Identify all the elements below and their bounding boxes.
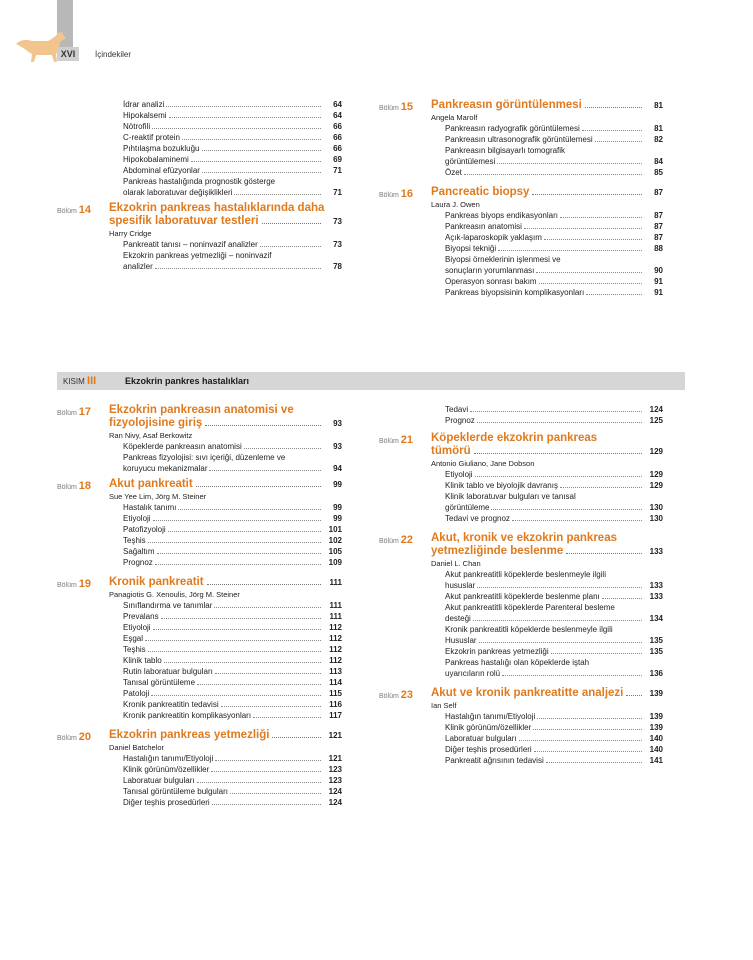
toc-entry[interactable]: Klinik laboratuvar bulguları ve tanısal görüntüleme 130 (445, 492, 663, 512)
toc-entry[interactable]: Ekzokrin pankreas yetmezliği 135 (445, 647, 663, 656)
toc-top-right (379, 99, 663, 298)
toc-entry[interactable]: Pankreasın bilgisayarlı tomografik görüntülemesi 84 (445, 146, 663, 166)
toc-entry[interactable]: Klinik görünüm/özellikler 139 (445, 723, 663, 732)
chapter-17[interactable]: Bölüm 17 Ekzokrin pankreasın anatomisi ve fizyolojisine giriş 93 Ran Nivy, Asaf Berkowitz (57, 404, 342, 440)
chapter-author: Sue Yee Lim, Jörg M. Steiner (109, 492, 207, 501)
part-title: Ekzokrin pankres hastalıkları (125, 376, 250, 386)
toc-entry[interactable]: Teşhis 112 (123, 645, 342, 654)
toc-entry[interactable]: Sınıflandırma ve tanımlar 111 (123, 601, 342, 610)
toc-entry[interactable]: Klinik tablo ve biyolojik davranış 129 (445, 481, 663, 490)
chapter-author: Ian Self (431, 701, 457, 710)
toc-entry[interactable]: Teşhis 102 (123, 536, 342, 545)
toc-entry[interactable]: Hastalığın tanımı/Etiyoloji 121 (123, 754, 342, 763)
toc-entry[interactable]: Prognoz 125 (445, 416, 663, 425)
chapter-19[interactable]: Bölüm 19 Kronik pankreatit 111 Panagiotis G. Xenoulis, Jörg M. Steiner (57, 576, 342, 599)
toc-entry[interactable]: Rutin laboratuar bulguları 113 (123, 667, 342, 676)
toc-entry[interactable]: Eşgal 112 (123, 634, 342, 643)
toc-entry[interactable]: Prognoz 109 (123, 558, 342, 567)
chapter-20[interactable]: Bölüm 20 Ekzokrin pankreas yetmezliği 121 Daniel Batchelor (57, 729, 342, 752)
toc-entry[interactable]: Açık-laparoskopik yaklaşım 87 (445, 233, 663, 242)
part-label: KISIM III (63, 375, 97, 387)
toc-entry[interactable]: Etiyoloji 112 (123, 623, 342, 632)
chapter-author: Daniel L. Chan (431, 559, 481, 568)
toc-entry[interactable]: Hipokobalaminemi 69 (123, 155, 342, 164)
chapter-18[interactable]: Bölüm 18 Akut pankreatit 99 Sue Yee Lim, Jörg M. Steiner (57, 478, 342, 501)
toc-entry[interactable]: Patofizyoloji 101 (123, 525, 342, 534)
toc-entry[interactable]: Pıhtılaşma bozukluğu 66 (123, 144, 342, 153)
toc-entry[interactable]: Klinik tablo 112 (123, 656, 342, 665)
entry-list (57, 99, 342, 198)
toc-entry[interactable]: Laboratuar bulguları 123 (123, 776, 342, 785)
chapter-author: Antonio Giuliano, Jane Dobson (431, 459, 535, 468)
chapter-author: Ran Nivy, Asaf Berkowitz (109, 431, 193, 440)
chapter-author: Angela Marolf (431, 113, 478, 122)
toc-entry[interactable]: Köpeklerde pankreasın anatomisi 93 (123, 442, 342, 451)
toc-entry[interactable]: Ekzokrin pankreas yetmezliği – noninvazif analizler 78 (123, 251, 342, 271)
toc-entry[interactable]: Patoloji 115 (123, 689, 342, 698)
toc-entry[interactable]: Tanısal görüntüleme bulguları 124 (123, 787, 342, 796)
toc-entry[interactable]: Pankreasın anatomisi 87 (445, 222, 663, 231)
toc-entry[interactable]: Laboratuar bulguları 140 (445, 734, 663, 743)
chapter-author: Harry Cridge (109, 229, 152, 238)
chapter-14[interactable]: Bölüm 14 Ekzokrin pankreas hastalıklarında daha spesifik laboratuvar testleri 73 Harry Cridge (57, 202, 342, 238)
toc-bottom-left (57, 404, 342, 808)
toc-entry[interactable]: Hipokalsemi 64 (123, 111, 342, 120)
toc-entry[interactable]: İdrar analizi 64 (123, 100, 342, 109)
chapter-author: Laura J. Owen (431, 200, 480, 209)
chapter-23[interactable]: Bölüm 23 Akut ve kronik pankreatitte analjezi 139 Ian Self (379, 687, 663, 710)
toc-entry[interactable]: Diğer teşhis prosedürleri 140 (445, 745, 663, 754)
toc-entry[interactable]: Kronik pankreatitli köpeklerde beslenmeyle ilgili Hususlar 135 (445, 625, 663, 645)
toc-entry[interactable]: Klinik görünüm/özellikler 123 (123, 765, 342, 774)
toc-entry[interactable]: Etiyoloji 129 (445, 470, 663, 479)
toc-entry[interactable]: Sağaltım 105 (123, 547, 342, 556)
toc-entry[interactable]: Tedavi ve prognoz 130 (445, 514, 663, 523)
toc-entry[interactable]: Pankreas hastalığı olan köpeklerde iştah uyarıcıların rolü 136 (445, 658, 663, 678)
toc-entry[interactable]: Nötrofili 66 (123, 122, 342, 131)
part-header (57, 372, 685, 390)
chapter-15[interactable]: Bölüm 15 Pankreasın görüntülenmesi 81 Angela Marolf (379, 99, 663, 122)
toc-entry[interactable]: Biyopsi örneklerinin işlenmesi ve sonuçların yorumlanması 90 (445, 255, 663, 275)
toc-entry[interactable]: Pankreasın radyografik görüntülemesi 81 (445, 124, 663, 133)
toc-entry[interactable]: Biyopsi tekniği 88 (445, 244, 663, 253)
toc-bottom-right (379, 404, 663, 766)
chapter-16[interactable]: Bölüm 16 Pancreatic biopsy 87 Laura J. Owen (379, 186, 663, 209)
toc-entry[interactable]: Tanısal görüntüleme 114 (123, 678, 342, 687)
toc-entry[interactable]: Pankreas hastalığında prognostik gösterge olarak laboratuvar değişiklikleri 71 (123, 177, 342, 197)
toc-entry[interactable]: Pankreatit tanısı – noninvazif analizler 73 (123, 240, 342, 249)
chapter-21[interactable]: Bölüm 21 Köpeklerde ekzokrin pankreas tümörü 129 Antonio Giuliano, Jane Dobson (379, 432, 663, 468)
toc-entry[interactable]: Etiyoloji 99 (123, 514, 342, 523)
toc-entry[interactable]: Kronik pankreatitin tedavisi 116 (123, 700, 342, 709)
toc-top-left (57, 99, 342, 272)
toc-entry[interactable]: Pankreasın ultrasonografik görüntülemesi 82 (445, 135, 663, 144)
toc-entry[interactable]: C-reaktif protein 66 (123, 133, 342, 142)
toc-entry[interactable]: Pankreas biyopsisinin komplikasyonları 91 (445, 288, 663, 297)
toc-entry[interactable]: Kronik pankreatitin komplikasyonları 117 (123, 711, 342, 720)
toc-entry[interactable]: Prevalans 111 (123, 612, 342, 621)
chapter-author: Panagiotis G. Xenoulis, Jörg M. Steiner (109, 590, 240, 599)
toc-entry[interactable]: Pankreatit ağrısının tedavisi 141 (445, 756, 663, 765)
chapter-author: Daniel Batchelor (109, 743, 165, 752)
page-title: İçindekiler (95, 50, 132, 59)
toc-entry[interactable]: Tedavi 124 (445, 405, 663, 414)
chapter-22[interactable]: Bölüm 22 Akut, kronik ve ekzokrin pankreas yetmezliğinde beslenme 133 Daniel L. Chan (379, 532, 663, 568)
toc-entry[interactable]: Pankreas fizyolojisi: sıvı içeriği, düzenleme ve koruyucu mekanizmalar 94 (123, 453, 342, 473)
toc-entry[interactable]: Diğer teşhis prosedürleri 124 (123, 798, 342, 807)
toc-entry[interactable]: Akut pankreatitli köpeklerde Parenteral besleme desteği 134 (445, 603, 663, 623)
toc-entry[interactable]: Akut pankreatitli köpeklerde beslenme planı 133 (445, 592, 663, 601)
toc-entry[interactable]: Operasyon sonrası bakım 91 (445, 277, 663, 286)
toc-entry[interactable]: Akut pankreatitli köpeklerde beslenmeyle ilgili hususlar 133 (445, 570, 663, 590)
toc-entry[interactable]: Pankreas biyops endikasyonları 87 (445, 211, 663, 220)
toc-entry[interactable]: Özet 85 (445, 168, 663, 177)
page-number: XVI (57, 47, 79, 61)
toc-entry[interactable]: Hastalığın tanımı/Etiyoloji 139 (445, 712, 663, 721)
toc-entry[interactable]: Abdominal efüzyonlar 71 (123, 166, 342, 175)
toc-entry[interactable]: Hastalık tanımı 99 (123, 503, 342, 512)
